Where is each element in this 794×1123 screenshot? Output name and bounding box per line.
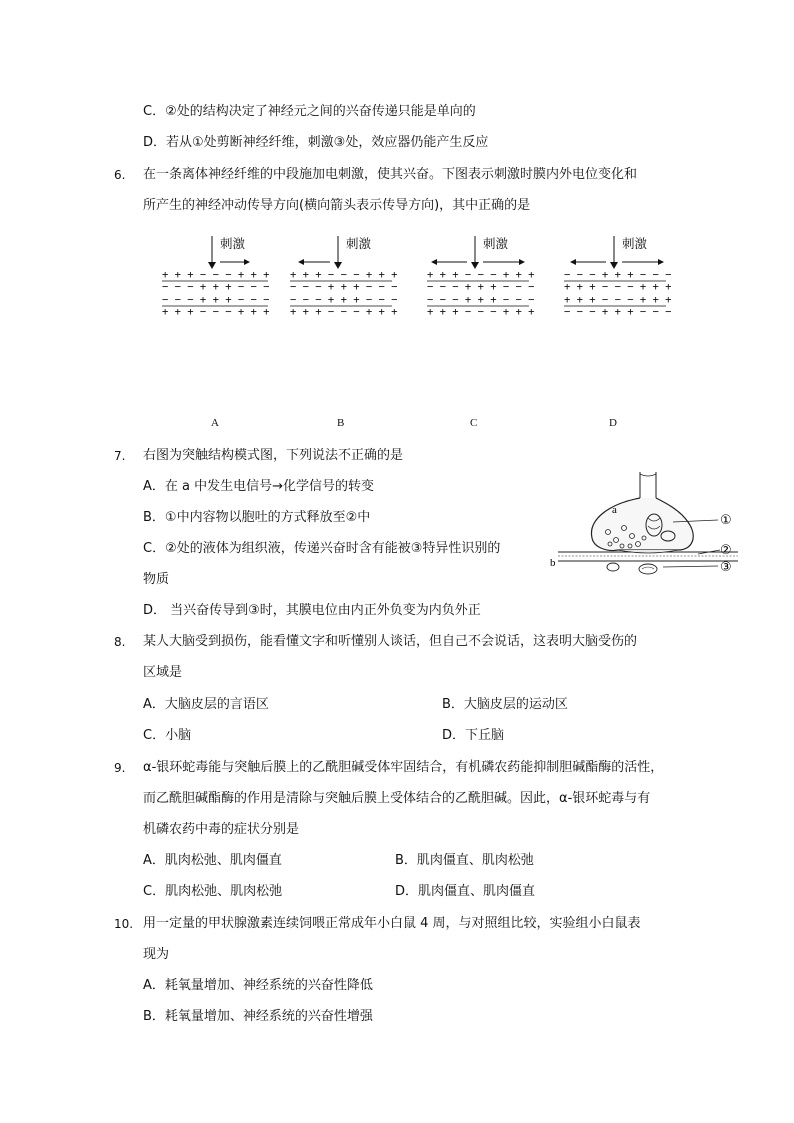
panel-label-a: A xyxy=(211,417,219,429)
figure-panel-b xyxy=(288,232,400,322)
stimulus-label: 刺激 xyxy=(346,236,372,251)
synapse-diagram xyxy=(548,470,748,585)
q8-option-d: D．下丘脑 xyxy=(442,728,505,743)
q9-option-c: C．肌肉松弛、肌肉松弛 xyxy=(143,884,283,899)
question-number: 6. xyxy=(114,168,126,182)
figure-panel-c xyxy=(425,232,537,322)
membrane-row: − − − + + + − − − xyxy=(162,281,270,293)
membrane-diagram xyxy=(288,232,400,322)
label-3: ③ xyxy=(720,560,732,575)
q7-option-b: B．①中内容物以胞吐的方式释放至②中 xyxy=(143,510,371,525)
label-a: a xyxy=(612,504,617,516)
membrane-row: − − − + + + − − − xyxy=(564,269,672,281)
membrane-row: + + + − − − + + + xyxy=(290,306,398,318)
q8-option-c: C．小脑 xyxy=(143,728,192,743)
stimulus-label: 刺激 xyxy=(220,236,246,251)
panel-label-d: D xyxy=(609,417,617,429)
membrane-row: − − − + + + − − − xyxy=(427,294,535,306)
question-stem: 用一定量的甲状腺激素连续饲喂正常成年小白鼠 4 周，与对照组比较，实验组小白鼠表 xyxy=(143,916,641,931)
stimulus-label: 刺激 xyxy=(622,236,648,251)
membrane-diagram xyxy=(425,232,537,322)
question-stem: 右图为突触结构模式图，下列说法不正确的是 xyxy=(143,448,404,463)
q7-option-c-cont: 物质 xyxy=(143,572,170,587)
membrane-row: − − − + + + − − − xyxy=(564,306,672,318)
question-stem: 在一条离体神经纤维的中段施加电刺激，使其兴奋。下图表示刺激时膜内外电位变化和 xyxy=(143,167,638,182)
question-stem: 现为 xyxy=(143,947,170,962)
label-b: b xyxy=(550,557,556,569)
q5-option-d: D．若从①处剪断神经纤维，刺激③处，效应器仍能产生反应 xyxy=(143,135,489,150)
membrane-row: + + + − − − + + + xyxy=(162,269,270,281)
q7-option-d: D． 当兴奋传导到③时，其膜电位由内正外负变为内负外正 xyxy=(143,603,481,618)
membrane-row: − − − + + + − − − xyxy=(290,294,398,306)
q10-option-a: A．耗氧量增加、神经系统的兴奋性降低 xyxy=(143,978,373,993)
membrane-row: + + + − − − + + + xyxy=(564,294,672,306)
membrane-diagram xyxy=(160,232,272,322)
q7-option-c: C．②处的液体为组织液，传递兴奋时含有能被③特异性识别的 xyxy=(143,541,501,556)
membrane-row: + + + − − − + + + xyxy=(162,306,270,318)
q9-option-d: D．肌肉僵直、肌肉僵直 xyxy=(395,884,536,899)
q9-option-a: A．肌肉松弛、肌肉僵直 xyxy=(143,853,282,868)
figure-panel-d xyxy=(562,232,674,322)
question-stem: 区域是 xyxy=(143,665,183,680)
stimulus-label: 刺激 xyxy=(483,236,509,251)
membrane-row: − − − + + + − − − xyxy=(427,281,535,293)
panel-label-c: C xyxy=(470,417,478,429)
label-2: ② xyxy=(720,543,732,558)
question-number: 7. xyxy=(114,449,126,463)
q5-option-c: C．②处的结构决定了神经元之间的兴奋传递只能是单向的 xyxy=(143,104,476,119)
q8-option-a: A．大脑皮层的言语区 xyxy=(143,697,269,712)
membrane-row: + + + − − − + + + xyxy=(564,281,672,293)
membrane-row: + + + − − − + + + xyxy=(427,306,535,318)
question-number: 9. xyxy=(114,761,126,775)
question-stem: 而乙酰胆碱酯酶的作用是清除与突触后膜上受体结合的乙酰胆碱。因此，α-银环蛇毒与有 xyxy=(143,791,651,806)
membrane-row: − − − + + + − − − xyxy=(290,281,398,293)
membrane-row: − − − + + + − − − xyxy=(162,294,270,306)
figure-panel-a xyxy=(160,232,272,322)
membrane-row: + + + − − − + + + xyxy=(290,269,398,281)
question-stem: 机磷农药中毒的症状分别是 xyxy=(143,822,300,837)
q7-option-a: A．在 a 中发生电信号→化学信号的转变 xyxy=(143,479,375,494)
q8-option-b: B．大脑皮层的运动区 xyxy=(442,697,568,712)
membrane-row: + + + − − − + + + xyxy=(427,269,535,281)
panel-label-b: B xyxy=(337,417,345,429)
question-stem: α-银环蛇毒能与突触后膜上的乙酰胆碱受体牢固结合，有机磷农药能抑制胆碱酯酶的活性， xyxy=(143,760,664,775)
question-stem: 某人大脑受到损伤，能看懂文字和听懂别人谈话，但自己不会说话，这表明大脑受伤的 xyxy=(143,634,638,649)
q10-option-b: B．耗氧量增加、神经系统的兴奋性增强 xyxy=(143,1009,373,1024)
membrane-diagram xyxy=(562,232,674,322)
question-number: 10. xyxy=(114,917,134,931)
question-number: 8. xyxy=(114,635,126,649)
q9-option-b: B．肌肉僵直、肌肉松弛 xyxy=(395,853,534,868)
question-stem: 所产生的神经冲动传导方向(横向箭头表示传导方向)，其中正确的是 xyxy=(143,198,531,213)
label-1: ① xyxy=(720,513,732,528)
